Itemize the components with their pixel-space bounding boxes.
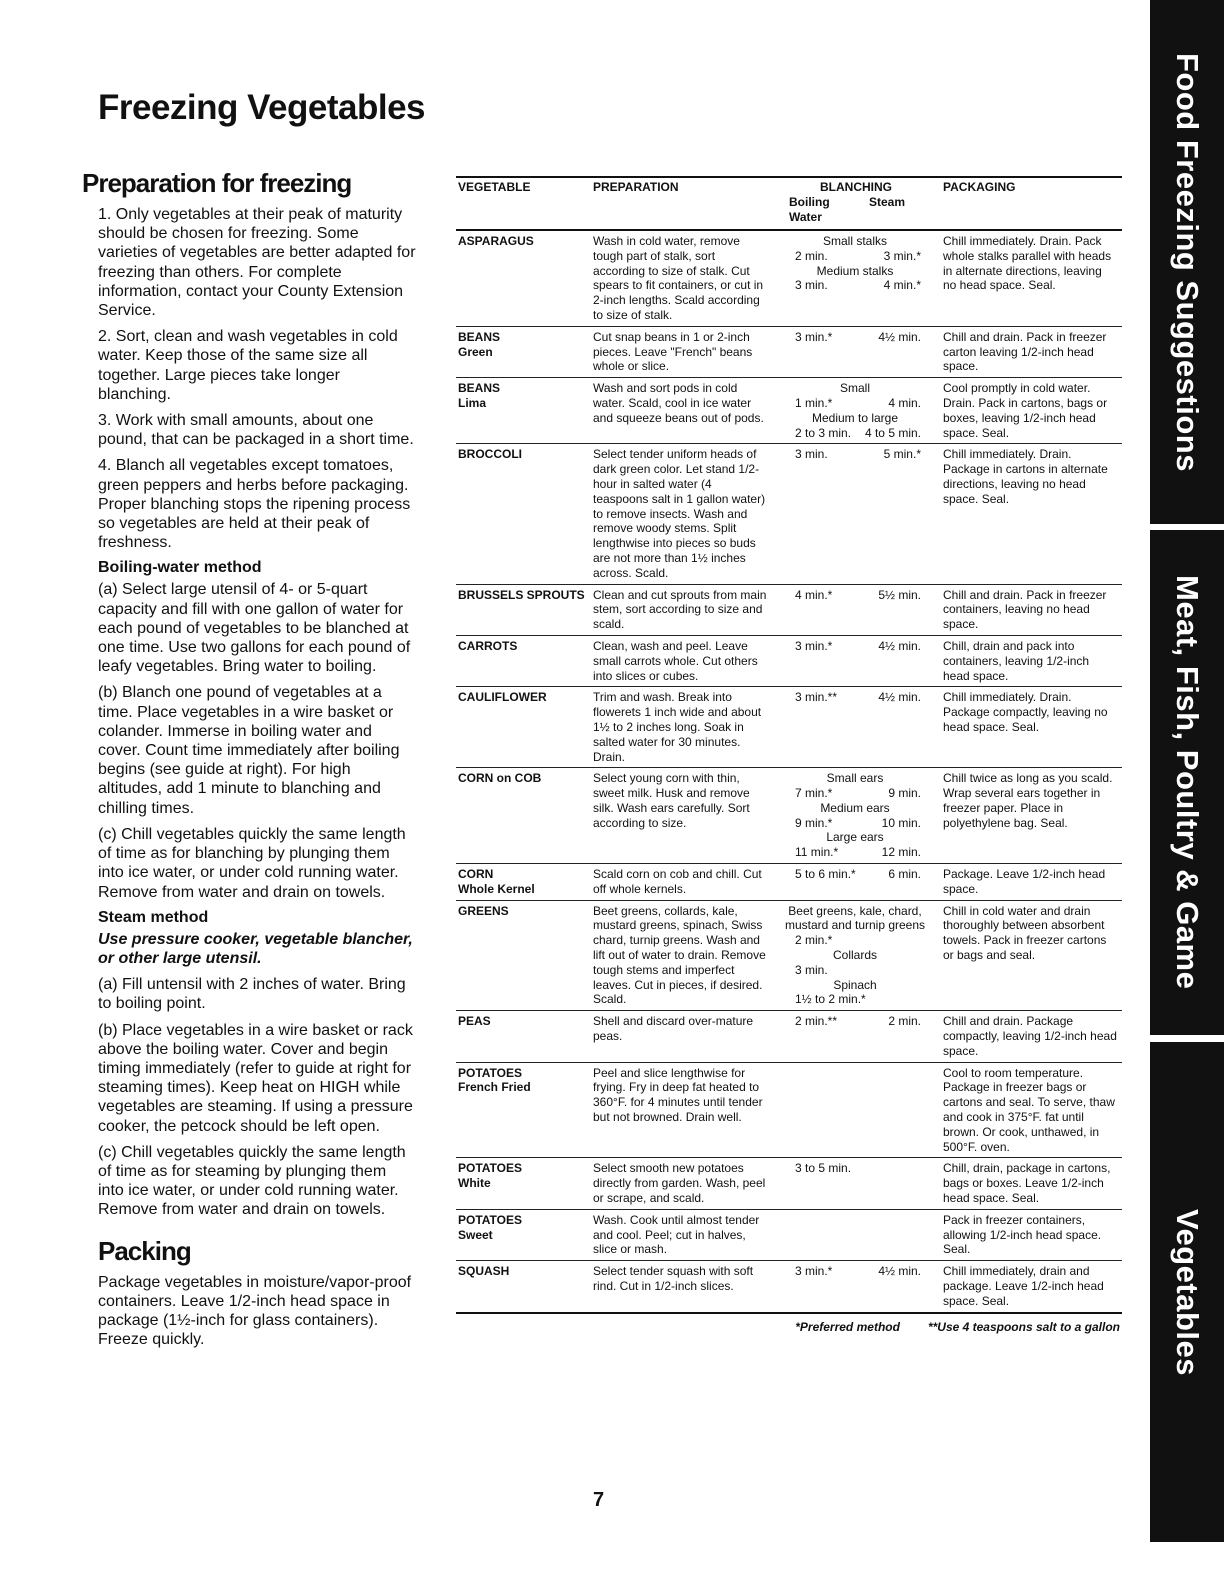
- col-header-preparation: PREPARATION: [591, 176, 771, 229]
- packaging-cell: Package. Leave 1/2-inch head space.: [943, 867, 1106, 896]
- boiling-method-heading: Boiling-water method: [98, 559, 262, 577]
- boiling-time: 3 min.**: [795, 690, 838, 705]
- preparation-cell: Select tender uniform heads of dark green color. Let stand 1/2-hour in salted water (4 teaspoons salt in 1 gallon water) to remove insects. Wash and remove woody stems. Split lengthwise into pieces so buds are not more than 1½ inches across. Scald.: [593, 447, 766, 580]
- preparation-cell: Peel and slice lengthwise for frying. Fry in deep fat heated to 360°F. for 4 minutes until tender but not browned. Drain well.: [593, 1065, 763, 1125]
- blanching-times: [773, 1264, 937, 1279]
- vegetable-subname: Sweet: [458, 1227, 493, 1242]
- steam-time: 4 min.: [888, 395, 921, 410]
- vegetable-subname: Green: [458, 344, 493, 359]
- preparation-heading: Preparation for freezing: [82, 168, 352, 198]
- vegetable-name: CAULIFLOWER: [458, 690, 547, 705]
- blanching-times: [773, 933, 937, 948]
- packing-text: Package vegetables in moisture/vapor-proof containers. Leave 1/2-inch head space in package (1½-inch for glass containers). Freeze quickly.: [98, 1273, 412, 1349]
- vegetable-name: BEANS: [458, 381, 501, 396]
- blanching-cell: [771, 1261, 941, 1311]
- blanching-size-label: Medium ears: [820, 800, 890, 815]
- boiling-time: 3 min.: [795, 278, 828, 293]
- boiling-time: 2 min.: [795, 248, 828, 263]
- blanching-cell: [771, 231, 941, 326]
- steam-step: (a) Fill untensil with 2 inches of water. Bring to boiling point.: [98, 976, 406, 1013]
- steam-time: 2 min.: [888, 1014, 921, 1029]
- blanching-cell: [771, 1158, 941, 1208]
- preparation-cell: Wash in cold water, remove tough part of stalk, sort according to size of stalk. Cut spears to fit containers, or cut in 2-inch lengths. Scald according to size of stalk.: [593, 234, 764, 322]
- blanching-size-label: Medium stalks: [816, 263, 894, 278]
- boiling-time: 2 min.**: [795, 1014, 838, 1029]
- steam-time: 5½ min.: [878, 587, 921, 602]
- vegetable-name: POTATOES: [458, 1212, 523, 1227]
- packaging-cell: Chill, drain and pack into containers, leaving 1/2-inch head space.: [943, 638, 1090, 683]
- preparation-cell: Beet greens, collards, kale, mustard greens, spinach, Swiss chard, turnip greens. Wash and lift out of water to drain. Remove tough stems and imperfect leaves. Cut in pieces, if desired. Scald.: [593, 903, 766, 1007]
- vegetable-subname: Whole Kernel: [458, 881, 535, 896]
- col-header-blanching: [771, 176, 941, 229]
- boiling-time: 3 min.*: [795, 638, 833, 653]
- packaging-cell: Chill and drain. Pack in freezer carton leaving 1/2-inch head space.: [943, 329, 1107, 374]
- blanching-times: [773, 278, 937, 293]
- vegetable-cell: [456, 864, 591, 900]
- steam-time: 9 min.: [888, 786, 921, 801]
- packaging-cell: Chill, drain, package in cartons, bags or boxes. Leave 1/2-inch head space. Seal.: [943, 1161, 1111, 1206]
- packaging-cell: Chill immediately. Drain. Package compactly, leaving no head space. Seal.: [943, 690, 1108, 734]
- blanching-times: [773, 867, 937, 882]
- boiling-time: 9 min.*: [795, 815, 833, 830]
- prep-step: 1. Only vegetables at their peak of maturity should be chosen for freezing. Some varieties of vegetables are better adapted for freezing than others. For complete information, contact your County Extension Service.: [98, 206, 416, 320]
- col-header-vegetable: VEGETABLE: [456, 176, 591, 229]
- boiling-step: (c) Chill vegetables quickly the same length of time as for blanching by plunging them into ice water, or under cold running water. Remove from water and drain on towels.: [98, 825, 406, 901]
- vegetable-name: CARROTS: [458, 638, 518, 653]
- subheader-steam: Steam: [868, 195, 905, 209]
- steam-time: 4 min.*: [883, 278, 921, 293]
- steam-step: (c) Chill vegetables quickly the same length of time as for steaming by plunging them into ice water, or under cold running water. Remove from water and drain on towels.: [98, 1143, 406, 1219]
- vegetable-cell: [456, 1210, 591, 1260]
- vegetable-cell: [456, 327, 591, 377]
- boiling-time: 3 min.: [795, 447, 828, 462]
- blanching-size-label: Beet greens, kale, chard, mustard and turnip greens: [784, 903, 926, 933]
- blanching-times: [773, 1161, 937, 1176]
- steam-time: 4½ min.: [878, 1264, 921, 1279]
- blanching-times: [773, 845, 937, 860]
- vegetable-name: BEANS: [458, 329, 501, 344]
- vegetable-cell: [456, 378, 591, 443]
- steam-time: 5 min.*: [883, 447, 921, 462]
- vegetable-name: GREENS: [458, 903, 509, 918]
- vegetable-subname: French Fried: [458, 1080, 531, 1095]
- steam-time: 3 min.*: [883, 248, 921, 263]
- boiling-time: 2 to 3 min.: [795, 425, 852, 440]
- blanching-cell: [771, 687, 941, 767]
- blanching-times: [773, 426, 937, 441]
- blanching-times: [773, 396, 937, 411]
- boiling-step: (a) Select large utensil of 4- or 5-quart capacity and fill with one gallon of water for each pound of vegetables to be blanched at one time. Use two gallons for each pound of leafy vegetables. Bring water to boiling.: [98, 581, 411, 676]
- instructions-column: [82, 168, 416, 1356]
- packaging-cell: Chill immediately, drain and package. Leave 1/2-inch head space. Seal.: [943, 1264, 1104, 1308]
- blanching-times: [773, 249, 937, 264]
- packaging-cell: Cool to room temperature. Package in freezer bags or cartons and seal. To serve, thaw and cook in 375°F. fat until brown. Or cook, unthawed, in 500°F. oven.: [943, 1065, 1115, 1154]
- blanching-cell: [771, 327, 941, 377]
- steam-time: 4 to 5 min.: [864, 425, 921, 440]
- steam-time: 4½ min.: [878, 638, 921, 653]
- blanching-cell: [771, 901, 941, 1011]
- boiling-time: 3 min.: [795, 962, 828, 977]
- table-bottom-rule: [456, 1312, 1122, 1314]
- vegetable-name: ASPARAGUS: [458, 234, 534, 248]
- page-title: Freezing Vegetables: [98, 88, 426, 127]
- vegetable-cell: [456, 231, 591, 326]
- steam-time: 10 min.: [881, 815, 921, 830]
- blanching-cell: [771, 1011, 941, 1061]
- table-footnotes: [456, 1320, 1122, 1334]
- blanching-times: [773, 330, 937, 345]
- preparation-cell: Clean, wash and peel. Leave small carrots whole. Cut others into slices or cubes.: [593, 638, 758, 683]
- blanching-cell: [771, 444, 941, 583]
- vegetable-name: CORN: [458, 867, 494, 882]
- vegetable-subname: Lima: [458, 395, 487, 410]
- boiling-time: 2 min.*: [795, 933, 833, 948]
- vegetable-cell: [456, 1158, 591, 1208]
- packaging-cell: Chill and drain. Package compactly, leaving 1/2-inch head space.: [943, 1014, 1117, 1058]
- subheader-boiling-water: Boiling Water: [789, 195, 830, 224]
- boiling-step: (b) Blanch one pound of vegetables at a time. Place vegetables in a wire basket or colander. Immerse in boiling water and cover. Count time immediately after boiling begins (see guide at right). For high altitudes, add 1 minute to blanching and chilling times.: [98, 684, 400, 817]
- blanching-size-label: Large ears: [826, 830, 884, 845]
- vegetable-name: PEAS: [458, 1014, 491, 1029]
- blanching-cell: [771, 768, 941, 863]
- steam-time: 4½ min.: [878, 690, 921, 705]
- vegetable-cell: [456, 1261, 591, 1311]
- vegetable-subname: White: [458, 1176, 491, 1191]
- steam-step: (b) Place vegetables in a wire basket or rack above the boiling water. Cover and begin timing immediately (refer to guide at right for steaming times). Keep heat on HIGH while vegetables are steaming. If using a pressure cooker, the petcock should be left open.: [98, 1021, 413, 1135]
- vegetable-cell: [456, 901, 591, 1011]
- vegetable-cell: [456, 768, 591, 863]
- preparation-cell: Shell and discard over-mature peas.: [593, 1014, 754, 1044]
- boiling-time: 5 to 6 min.*: [795, 867, 856, 882]
- vegetable-cell: [456, 585, 591, 635]
- packaging-cell: Chill twice as long as you scald. Wrap several ears together in freezer paper. Place in polyethylene bag. Seal.: [943, 771, 1113, 830]
- blanching-times: [773, 992, 937, 1007]
- prep-step: 4. Blanch all vegetables except tomatoes, green peppers and herbs before packaging. Proper blanching stops the ripening process so vegetables are held at their peak of freshness.: [98, 457, 411, 552]
- blanching-cell: [771, 864, 941, 900]
- steam-intro: Use pressure cooker, vegetable blancher, or other large utensil.: [98, 930, 413, 967]
- blanching-times: [773, 816, 937, 831]
- preparation-cell: Scald corn on cob and chill. Cut off whole kernels.: [593, 867, 762, 896]
- footnote-salt: **Use 4 teaspoons salt to a gallon: [927, 1319, 1120, 1334]
- vegetable-name: POTATOES: [458, 1065, 523, 1080]
- blanching-table: [456, 176, 1122, 1334]
- preparation-cell: Clean and cut sprouts from main stem, sort according to size and scald.: [593, 587, 767, 632]
- boiling-time: 3 min.*: [795, 1264, 833, 1279]
- blanching-times: [773, 963, 937, 978]
- boiling-time: 3 to 5 min.: [795, 1161, 852, 1176]
- blanching-cell: [771, 636, 941, 686]
- side-tab-food-freezing[interactable]: Food Freezing Suggestions: [1150, 0, 1224, 524]
- blanching-size-label: Small ears: [826, 771, 884, 786]
- side-tabs: [1150, 0, 1224, 1584]
- prep-step: 2. Sort, clean and wash vegetables in cold water. Keep those of the same size all together. Large pieces take longer blanching.: [98, 328, 398, 403]
- page-number: 7: [593, 1489, 605, 1511]
- blanching-times: [773, 690, 937, 705]
- steam-time: 12 min.: [881, 845, 921, 860]
- blanching-times: [773, 588, 937, 603]
- preparation-cell: Select tender squash with soft rind. Cut in 1/2-inch slices.: [593, 1264, 754, 1293]
- blanching-times: [773, 447, 937, 462]
- preparation-cell: Select smooth new potatoes directly from garden. Wash, peel or scrape, and scald.: [593, 1161, 766, 1206]
- preparation-cell: Select young corn with thin, sweet milk. Husk and remove silk. Wash ears carefully. Sort according to size.: [593, 771, 750, 830]
- preparation-cell: Wash and sort pods in cold water. Scald, cool in ice water and squeeze beans out of pods.: [593, 381, 764, 425]
- vegetable-name: BRUSSELS SPROUTS: [458, 587, 585, 602]
- blanching-size-label: Medium to large: [811, 410, 899, 425]
- col-header-packaging: PACKAGING: [941, 176, 1122, 229]
- vegetable-cell: [456, 687, 591, 767]
- steam-method-heading: Steam method: [98, 908, 209, 926]
- blanching-times: [773, 1014, 937, 1029]
- side-tab-vegetables[interactable]: Vegetables: [1150, 1042, 1224, 1542]
- blanching-size-label: Collards: [832, 948, 877, 963]
- vegetable-name: BROCCOLI: [458, 447, 522, 462]
- packaging-cell: Chill immediately. Drain. Pack whole stalks parallel with heads in alternate directions, leaving no head space. Seal.: [943, 234, 1112, 293]
- vegetable-cell: [456, 1011, 591, 1061]
- side-tab-meat-fish[interactable]: Meat, Fish, Poultry & Game: [1150, 530, 1224, 1035]
- boiling-time: 11 min.*: [795, 845, 839, 860]
- vegetable-name: POTATOES: [458, 1161, 523, 1176]
- boiling-time: 3 min.*: [795, 329, 833, 344]
- packaging-cell: Pack in freezer containers, allowing 1/2-inch head space. Seal.: [943, 1212, 1102, 1257]
- blanching-label: BLANCHING: [820, 180, 892, 194]
- vegetable-cell: [456, 636, 591, 686]
- packing-heading: Packing: [98, 1235, 191, 1266]
- vegetable-name: SQUASH: [458, 1264, 510, 1279]
- vegetable-cell: [456, 1063, 591, 1158]
- steam-time: 6 min.: [888, 867, 921, 882]
- footnote-preferred: *Preferred method: [795, 1319, 900, 1334]
- boiling-time: 1½ to 2 min.*: [795, 992, 866, 1007]
- blanching-times: [773, 786, 937, 801]
- blanching-cell: [771, 585, 941, 635]
- packaging-cell: Chill immediately. Drain. Package in cartons in alternate directions, leaving no head space. Seal.: [943, 447, 1108, 506]
- vegetable-name: CORN on COB: [458, 771, 542, 786]
- blanching-size-label: Spinach: [833, 977, 877, 992]
- steam-time: 4½ min.: [878, 329, 921, 344]
- preparation-cell: Cut snap beans in 1 or 2-inch pieces. Leave "French" beans whole or slice.: [593, 329, 753, 374]
- blanching-cell: [771, 1063, 941, 1158]
- boiling-time: 4 min.*: [795, 587, 833, 602]
- blanching-times: [773, 639, 937, 654]
- blanching-cell: [771, 1210, 941, 1260]
- packaging-cell: Chill and drain. Pack in freezer containers, leaving no head space.: [943, 587, 1107, 632]
- boiling-time: 7 min.*: [795, 786, 833, 801]
- packaging-cell: Chill in cold water and drain thoroughly between absorbent towels. Pack in freezer cartons or bags and seal.: [943, 903, 1107, 963]
- blanching-size-label: Small stalks: [822, 234, 887, 248]
- preparation-cell: Trim and wash. Break into flowerets 1 inch wide and about 1½ to 2 inches long. Soak in salted water for 30 minutes. Drain.: [593, 690, 762, 764]
- blanching-cell: [771, 378, 941, 443]
- packaging-cell: Cool promptly in cold water. Drain. Pack in cartons, bags or boxes, leaving 1/2-inch head space. Seal.: [943, 381, 1108, 440]
- boiling-time: 1 min.*: [795, 395, 833, 410]
- blanching-size-label: Small: [839, 381, 870, 396]
- vegetable-cell: [456, 444, 591, 583]
- preparation-cell: Wash. Cook until almost tender and cool. Peel; cut in halves, slice or mash.: [593, 1212, 760, 1257]
- prep-step: 3. Work with small amounts, about one pound, that can be packaged in a short time.: [98, 412, 414, 449]
